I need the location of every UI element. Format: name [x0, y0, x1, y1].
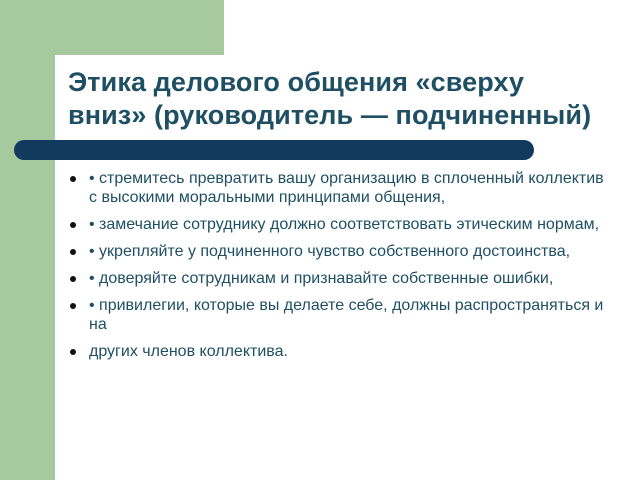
bullet-dot-icon [70, 249, 76, 255]
bullet-dot-icon [70, 222, 76, 228]
bullet-text: • привилегии, которые вы делаете себе, должны распространяться и на [89, 297, 604, 333]
bullet-dot-icon [70, 349, 76, 355]
bullet-item [70, 242, 610, 261]
bullet-text: других членов коллектива. [89, 343, 288, 360]
title-line-1: Этика делового общения «сверху [68, 67, 525, 97]
slide-title [68, 66, 628, 132]
bullet-dot-icon [70, 276, 76, 282]
bullet-item [70, 215, 610, 234]
bullet-text: • замечание сотруднику должно соответствовать этическим нормам, [89, 216, 600, 233]
left-accent-strip [0, 0, 55, 480]
bullet-item [70, 296, 610, 334]
bullet-text: • укрепляйте у подчиненного чувство собственного достоинства, [89, 243, 571, 260]
title-divider-bar [14, 140, 534, 160]
bullet-dot-icon [70, 303, 76, 309]
bullet-item [70, 169, 610, 207]
bullet-dot-icon [70, 176, 76, 182]
bullet-list [70, 169, 610, 369]
bullet-item [70, 269, 610, 288]
bullet-item [70, 342, 610, 361]
title-line-2: вниз» (руководитель — подчиненный) [68, 100, 592, 130]
top-accent-block [0, 0, 224, 55]
bullet-text: • доверяйте сотрудникам и признавайте собственные ошибки, [89, 270, 554, 287]
bullet-text: • стремитесь превратить вашу организацию в сплоченный коллектив с высокими моральными принципами общения, [89, 170, 604, 206]
